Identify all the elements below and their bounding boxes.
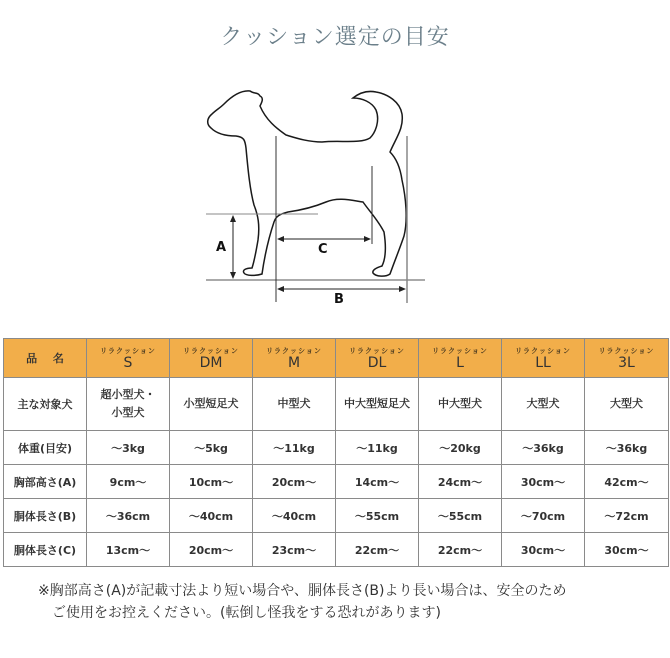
table-cell: 20cm〜 [170,533,253,567]
header-size-ll: リラクッション LL [502,339,585,378]
table-cell: 超小型犬・ 小型犬 [87,378,170,431]
table-cell: 〜70cm [502,499,585,533]
table-cell: 24cm〜 [419,465,502,499]
row-label: 主な対象犬 [4,378,87,431]
table-row-weight [4,431,669,465]
page-title: クッション選定の目安 [220,25,450,50]
table-cell: 30cm〜 [585,533,669,567]
cushion-size-table [3,338,669,567]
row-label: 胴体長さ(C) [4,533,87,567]
dog-outline-icon [190,80,430,320]
note-line-1: ※胸部高さ(A)が記載寸法より短い場合や、胴体長さ(B)より長い場合は、安全のため [38,583,567,599]
label-c: C [318,242,328,257]
table-cell: 13cm〜 [87,533,170,567]
header-product-name: 品 名 [4,339,87,378]
label-b: B [334,292,344,307]
table-cell: 中大型短足犬 [336,378,419,431]
row-label: 胸部高さ(A) [4,465,87,499]
header-size-m: リラクッション M [253,339,336,378]
table-row-body-length-c [4,533,669,567]
table-cell: 〜72cm [585,499,669,533]
table-cell: 9cm〜 [87,465,170,499]
table-cell: 〜36kg [585,431,669,465]
header-size-3l: リラクッション 3L [585,339,669,378]
table-cell: 42cm〜 [585,465,669,499]
table-cell: 〜5kg [170,431,253,465]
table-cell: 小型短足犬 [170,378,253,431]
row-label: 体重(目安) [4,431,87,465]
table-cell: 30cm〜 [502,533,585,567]
table-cell: 〜11kg [336,431,419,465]
safety-note [38,580,668,624]
table-cell: 〜20kg [419,431,502,465]
header-size-dl: リラクッション DL [336,339,419,378]
table-cell: 中大型犬 [419,378,502,431]
table-cell: 23cm〜 [253,533,336,567]
table-cell: 大型犬 [585,378,669,431]
table-row-chest-height [4,465,669,499]
table-cell: 〜3kg [87,431,170,465]
table-cell: 〜55cm [336,499,419,533]
table-cell: 10cm〜 [170,465,253,499]
table-cell: 〜36kg [502,431,585,465]
header-size-s: リラクッション S [87,339,170,378]
label-a: A [216,240,227,255]
table-row-target-dog [4,378,669,431]
table-row-body-length-b [4,499,669,533]
row-label: 胴体長さ(B) [4,499,87,533]
table-cell: 20cm〜 [253,465,336,499]
table-header-row [4,339,669,378]
table-cell: 〜40cm [170,499,253,533]
table-cell: 〜36cm [87,499,170,533]
table-cell: 中型犬 [253,378,336,431]
header-size-dm: リラクッション DM [170,339,253,378]
header-size-l: リラクッション L [419,339,502,378]
dog-measurement-diagram [190,80,430,320]
table-cell: 大型犬 [502,378,585,431]
table-cell: 22cm〜 [336,533,419,567]
table-cell: 〜11kg [253,431,336,465]
note-line-2: ご使用をお控えください。(転倒し怪我をする恐れがあります) [52,605,441,621]
table-cell: 〜55cm [419,499,502,533]
table-cell: 14cm〜 [336,465,419,499]
table-cell: 30cm〜 [502,465,585,499]
table-cell: 22cm〜 [419,533,502,567]
table-cell: 〜40cm [253,499,336,533]
